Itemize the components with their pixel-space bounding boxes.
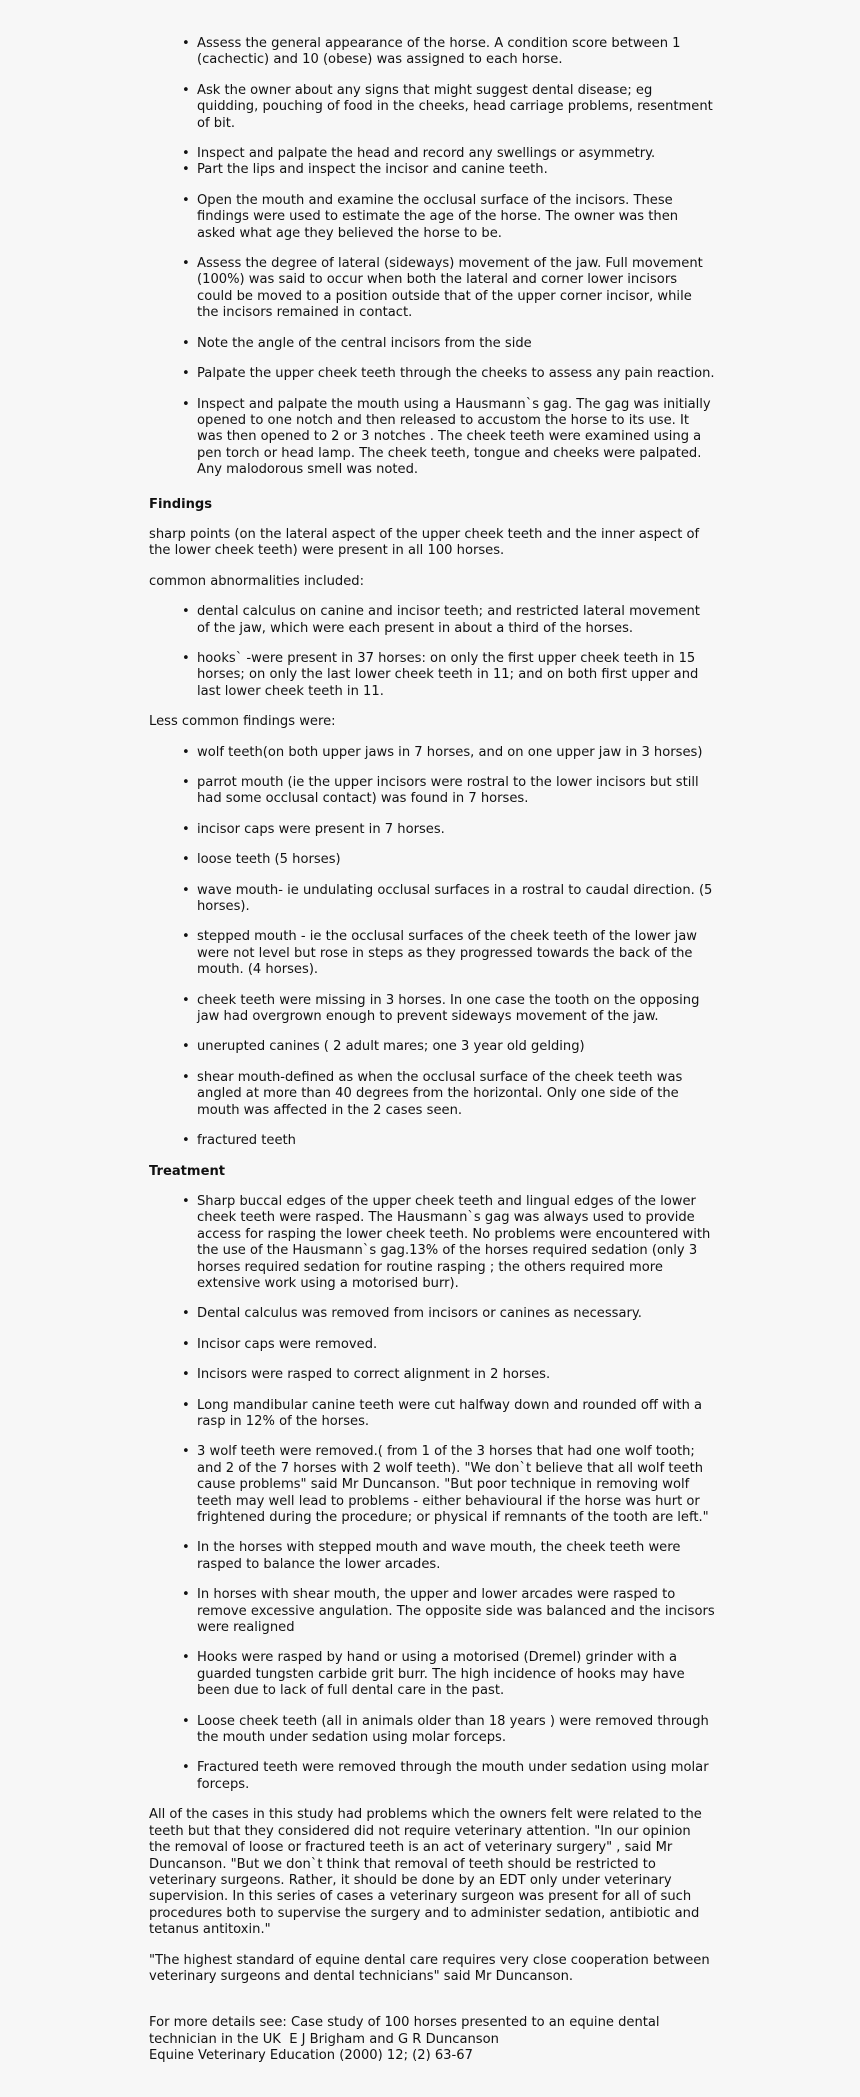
bullet-icon: • xyxy=(182,744,190,760)
bullet-icon: • xyxy=(182,1193,190,1209)
list-item: • Long mandibular canine teeth were cut halfway down and rounded off with a rasp in 12% of the horses. xyxy=(182,1397,703,1429)
bullet-icon: • xyxy=(182,992,190,1008)
list-item: • cheek teeth were missing in 3 horses. In one case the tooth on the opposing jaw had overgrown enough to prevent sideways movement of the jaw. xyxy=(182,992,700,1025)
list-item: • Incisors were rasped to correct alignment in 2 horses. xyxy=(182,1367,551,1383)
list-item: • unerupted canines ( 2 adult mares; one 3 year old gelding) xyxy=(182,1039,585,1055)
bullet-icon: • xyxy=(182,82,190,98)
list-item: • stepped mouth - ie the occlusal surfaces of the cheek teeth of the lower jaw were not level but rose in steps as they progressed towards the back of the mouth. (4 horses). xyxy=(182,929,697,978)
list-item: • wave mouth- ie undulating occlusal surfaces in a rostral to caudal direction. (5 horses). xyxy=(182,882,713,915)
list-item: • loose teeth (5 horses) xyxy=(182,852,341,868)
bullet-icon: • xyxy=(182,162,190,178)
bullet-icon: • xyxy=(182,1133,190,1149)
bullet-icon: • xyxy=(182,192,190,208)
list-item: • parrot mouth (ie the upper incisors were rostral to the lower incisors but still had some occlusal contact) was found in 7 horses. xyxy=(182,775,699,807)
list-item: • Open the mouth and examine the occlusal surface of the incisors. These findings were used to estimate the age of the horse. The owner was then asked what age they believed the horse to be. xyxy=(182,192,679,241)
list-item: • Note the angle of the central incisors from the side xyxy=(182,335,532,351)
bullet-icon: • xyxy=(182,36,190,51)
conclusion-paragraph: All of the cases in this study had problems which the owners felt were related to the teeth but that they considered did not require veterinary attention. "In our opinion the removal of loose or fractured teeth is an act of veterinary surgery" , said Mr Duncanson. "But we don`t think that removal of teeth should be restricted to veterinary surgeons. Rather, it should be done by an EDT only under veterinary supervision. In this series of cases a veterinary surgeon was present for all of such procedures both to supervise the surgery and to administer sedation, antibiotic and tetanus antitoxin." xyxy=(149,1807,702,1938)
list-item: • Assess the general appearance of the horse. A condition score between 1 (cachectic) and 10 (obese) was assigned to each horse. xyxy=(182,36,681,68)
bullet-icon: • xyxy=(182,604,190,620)
bullet-icon: • xyxy=(182,1039,190,1055)
bullet-icon: • xyxy=(182,1587,190,1603)
bullet-icon: • xyxy=(182,335,190,351)
bullet-icon: • xyxy=(182,1397,190,1413)
bullet-icon: • xyxy=(182,1306,190,1322)
findings-intro: sharp points (on the lateral aspect of the upper cheek teeth and the inner aspect of the lower cheek teeth) were present in all 100 horses. xyxy=(149,526,700,559)
article-body xyxy=(149,36,715,2065)
list-item: • Inspect and palpate the mouth using a Hausmann`s gag. The gag was initially opened to one notch and then released to accustom the horse to its use. It was then opened to 2 or 3 notches . The cheek teeth were examined using a pen torch or head lamp. The cheek teeth, tongue and cheeks were palpated. Any malodorous smell was noted. xyxy=(182,396,711,478)
list-item: • Fractured teeth were removed through the mouth under sedation using molar forceps. xyxy=(182,1760,709,1792)
bullet-icon: • xyxy=(182,1367,190,1383)
list-item: • Ask the owner about any signs that might suggest dental disease; eg quidding, pouching of food in the cheeks, head carriage problems, resentment of bit. xyxy=(182,82,713,131)
bullet-icon: • xyxy=(182,396,190,412)
list-item: • Sharp buccal edges of the upper cheek teeth and lingual edges of the lower cheek teeth were rasped. The Hausmann`s gag was always used to provide access for rasping the lower cheek teeth. No problems were encountered with the use of the Hausmann`s gag.13% of the horses required sedation (only 3 horses required sedation for routine rasping ; the others required more extensive work using a motorised burr). xyxy=(182,1193,711,1291)
list-item: • incisor caps were present in 7 horses. xyxy=(182,821,445,837)
list-item: • In the horses with stepped mouth and wave mouth, the cheek teeth were rasped to balance the lower arcades. xyxy=(182,1540,681,1572)
list-item: • Part the lips and inspect the incisor and canine teeth. xyxy=(182,162,548,178)
bullet-icon: • xyxy=(182,1336,190,1352)
reference-citation xyxy=(149,2015,715,2064)
list-item: • 3 wolf teeth were removed.( from 1 of the 3 horses that had one wolf tooth; and 2 of the 7 horses with 2 wolf teeth). "We don`t believe that all wolf teeth cause problems" said Mr Duncanson. "But poor technique in removing wolf teeth may well lead to problems - either behavioural if the horse was hurt or frightened during the procedure; or physical if remnants of the tooth are left." xyxy=(182,1444,709,1525)
findings-heading: Findings xyxy=(149,496,213,512)
bullet-icon: • xyxy=(182,1713,190,1729)
bullet-icon: • xyxy=(182,1540,190,1556)
list-item: • dental calculus on canine and incisor teeth; and restricted lateral movement of the jaw, which were each present in about a third of the horses. xyxy=(182,604,700,636)
treatment-list xyxy=(149,1194,715,1793)
bullet-icon: • xyxy=(182,1069,190,1085)
bullet-icon: • xyxy=(182,882,190,898)
bullet-icon: • xyxy=(182,256,190,272)
method-list xyxy=(149,36,715,479)
reference-line-1: For more details see: Case study of 100 horses presented to an equine dental technician in the UK E J Brigham and G R Duncanson xyxy=(149,2015,664,2047)
common-abnormalities-list xyxy=(149,604,715,700)
bullet-icon: • xyxy=(182,1650,190,1666)
bullet-icon: • xyxy=(182,821,190,837)
list-item: • Dental calculus was removed from incisors or canines as necessary. xyxy=(182,1306,642,1322)
list-item: • Loose cheek teeth (all in animals older than 18 years ) were removed through the mouth under sedation using molar forceps. xyxy=(182,1713,709,1746)
bullet-icon: • xyxy=(182,775,190,790)
list-item: • wolf teeth(on both upper jaws in 7 horses, and on one upper jaw in 3 horses) xyxy=(182,744,703,760)
common-abnormalities-label: common abnormalities included: xyxy=(149,573,365,589)
list-item: • In horses with shear mouth, the upper and lower arcades were rasped to remove excessive angulation. The opposite side was balanced and the incisors were realigned xyxy=(182,1587,715,1636)
less-common-list xyxy=(149,745,715,1150)
bullet-icon: • xyxy=(182,146,190,162)
list-item: • Assess the degree of lateral (sideways) movement of the jaw. Full movement (100%) was said to occur when both the lateral and corner lower incisors could be moved to a position outside that of the upper corner incisor, while the incisors remained in contact. xyxy=(182,256,703,321)
list-item: • shear mouth-defined as when the occlusal surface of the cheek teeth was angled at more than 40 degrees from the horizontal. Only one side of the mouth was affected in the 2 cases seen. xyxy=(182,1069,683,1118)
list-item: • Hooks were rasped by hand or using a motorised (Dremel) grinder with a guarded tungsten carbide grit burr. The high incidence of hooks may have been due to lack of full dental care in the past. xyxy=(182,1650,685,1699)
bullet-icon: • xyxy=(182,650,190,666)
reference-line-2: Equine Veterinary Education (2000) 12; (2) 63-67 xyxy=(149,2048,473,2064)
list-item: • Incisor caps were removed. xyxy=(182,1336,378,1352)
closing-quote: "The highest standard of equine dental care requires very close cooperation between veterinary surgeons and dental technicians" said Mr Duncanson. xyxy=(149,1952,710,1984)
list-item: • fractured teeth xyxy=(182,1133,296,1149)
list-item: • Inspect and palpate the head and record any swellings or asymmetry. xyxy=(182,146,656,162)
bullet-icon: • xyxy=(182,929,190,945)
list-item: • hooks` -were present in 37 horses: on only the first upper cheek teeth in 15 horses; on only the last lower cheek teeth in 11; and on both first upper and last lower cheek teeth in 11. xyxy=(182,650,699,699)
list-item: • Palpate the upper cheek teeth through the cheeks to assess any pain reaction. xyxy=(182,366,715,382)
less-common-label: Less common findings were: xyxy=(149,714,336,730)
bullet-icon: • xyxy=(182,1444,190,1460)
bullet-icon: • xyxy=(182,852,190,868)
bullet-icon: • xyxy=(182,366,190,382)
bullet-icon: • xyxy=(182,1760,190,1776)
treatment-heading: Treatment xyxy=(149,1163,226,1179)
